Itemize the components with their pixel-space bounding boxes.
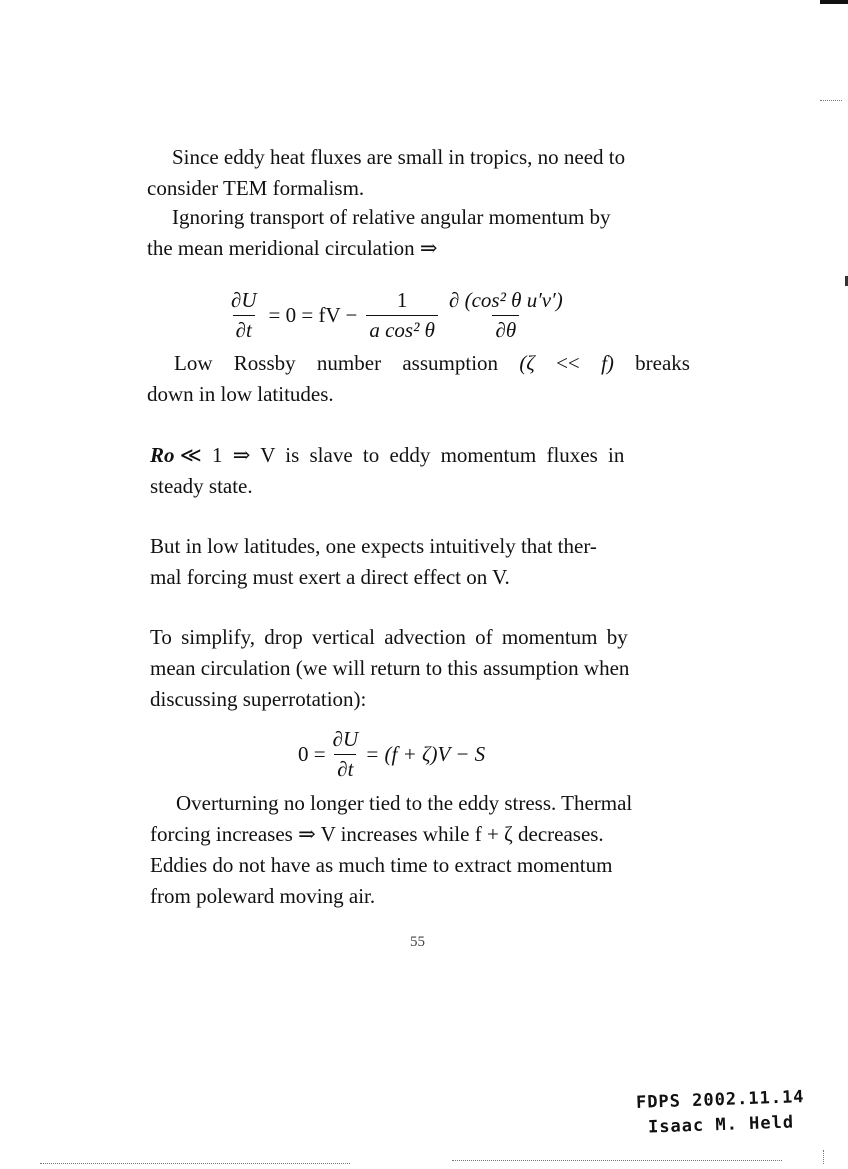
paragraph-7-line-4: from poleward moving air. — [150, 884, 376, 908]
paragraph-4-line-1 — [150, 445, 624, 466]
scan-mark-top — [820, 0, 848, 4]
eq1-coef-denominator: a cos² θ — [366, 315, 438, 343]
eq1-middle-terms: = 0 = fV − — [268, 303, 358, 327]
eq2-lead: 0 = — [298, 742, 326, 766]
equation-simplified — [298, 727, 485, 782]
p4-line1-rest: ≪ 1 ⇒ V is slave to eddy momentum fluxes in — [179, 443, 625, 467]
p1-line1-text: Since eddy heat fluxes are small in tropics, no need to — [172, 145, 626, 169]
p3-much-less: << — [556, 351, 580, 375]
paragraph-7-line-3: Eddies do not have as much time to extract momentum — [150, 853, 613, 877]
eq2-denominator: ∂t — [334, 754, 356, 782]
paragraph-1-line-2: consider TEM formalism. — [147, 176, 365, 200]
eq1-lhs-fraction — [228, 288, 260, 343]
p3-word-assumption: assumption — [402, 351, 499, 375]
eq1-lhs-numerator: ∂U — [231, 288, 257, 312]
paragraph-3-line-2: down in low latitudes. — [147, 382, 334, 406]
scan-mark-bottom-right — [452, 1160, 782, 1162]
paragraph-2-line-1: Ignoring transport of relative angular momentum by — [172, 205, 611, 229]
p3-word-rossby: Rossby — [233, 351, 296, 375]
handwritten-note-date: FDPS 2002.11.14 — [635, 1087, 805, 1113]
rossby-symbol: Ro — [150, 443, 175, 467]
paragraph-6-line-1: To simplify, drop vertical advection of momentum by — [150, 625, 628, 649]
paragraph-6-line-3: discussing superrotation): — [150, 687, 367, 711]
eq1-lhs-denominator: ∂t — [233, 315, 255, 343]
p3-f: f) — [601, 351, 614, 375]
handwritten-note-author: Isaac M. Held — [647, 1112, 795, 1138]
paragraph-5-line-2: mal forcing must exert a direct effect on V. — [150, 565, 510, 589]
paragraph-7-line-1: Overturning no longer tied to the eddy stress. Thermal — [176, 791, 633, 815]
eq2-fraction — [330, 727, 362, 782]
eq2-rest: = (f + ζ)V − S — [365, 742, 486, 766]
paragraph-3-line-1 — [174, 353, 690, 374]
eq1-coefficient-fraction — [366, 288, 438, 343]
paragraph-7-line-2: forcing increases ⇒ V increases while f + ζ decreases. — [150, 822, 604, 846]
paragraph-6-line-2: mean circulation (we will return to this assumption when — [150, 656, 630, 680]
page-number: 55 — [410, 934, 425, 950]
scan-mark-bottom-left — [40, 1163, 350, 1165]
scan-mark-bottom-tick — [823, 1150, 830, 1164]
scan-mark-dots-right — [820, 100, 842, 102]
equation-momentum-balance — [224, 288, 570, 343]
eq1-coef-numerator: 1 — [396, 288, 408, 312]
eq1-deriv-denominator: ∂θ — [492, 315, 519, 343]
eq2-numerator: ∂U — [332, 727, 359, 751]
eq1-derivative-fraction — [446, 288, 566, 343]
p3-word-low: Low — [174, 351, 213, 375]
p3-zeta: (ζ — [519, 351, 535, 375]
paragraph-5-line-1: But in low latitudes, one expects intuitively that ther- — [150, 534, 597, 558]
p3-word-number: number — [316, 351, 382, 375]
paragraph-4-line-2: steady state. — [150, 474, 253, 498]
eq1-deriv-numerator: ∂ (cos² θ u′v′) — [448, 288, 563, 312]
paragraph-2-line-2: the mean meridional circulation ⇒ — [147, 236, 438, 260]
paragraph-1-line-1 — [172, 147, 688, 168]
p3-word-breaks: breaks — [635, 351, 690, 375]
